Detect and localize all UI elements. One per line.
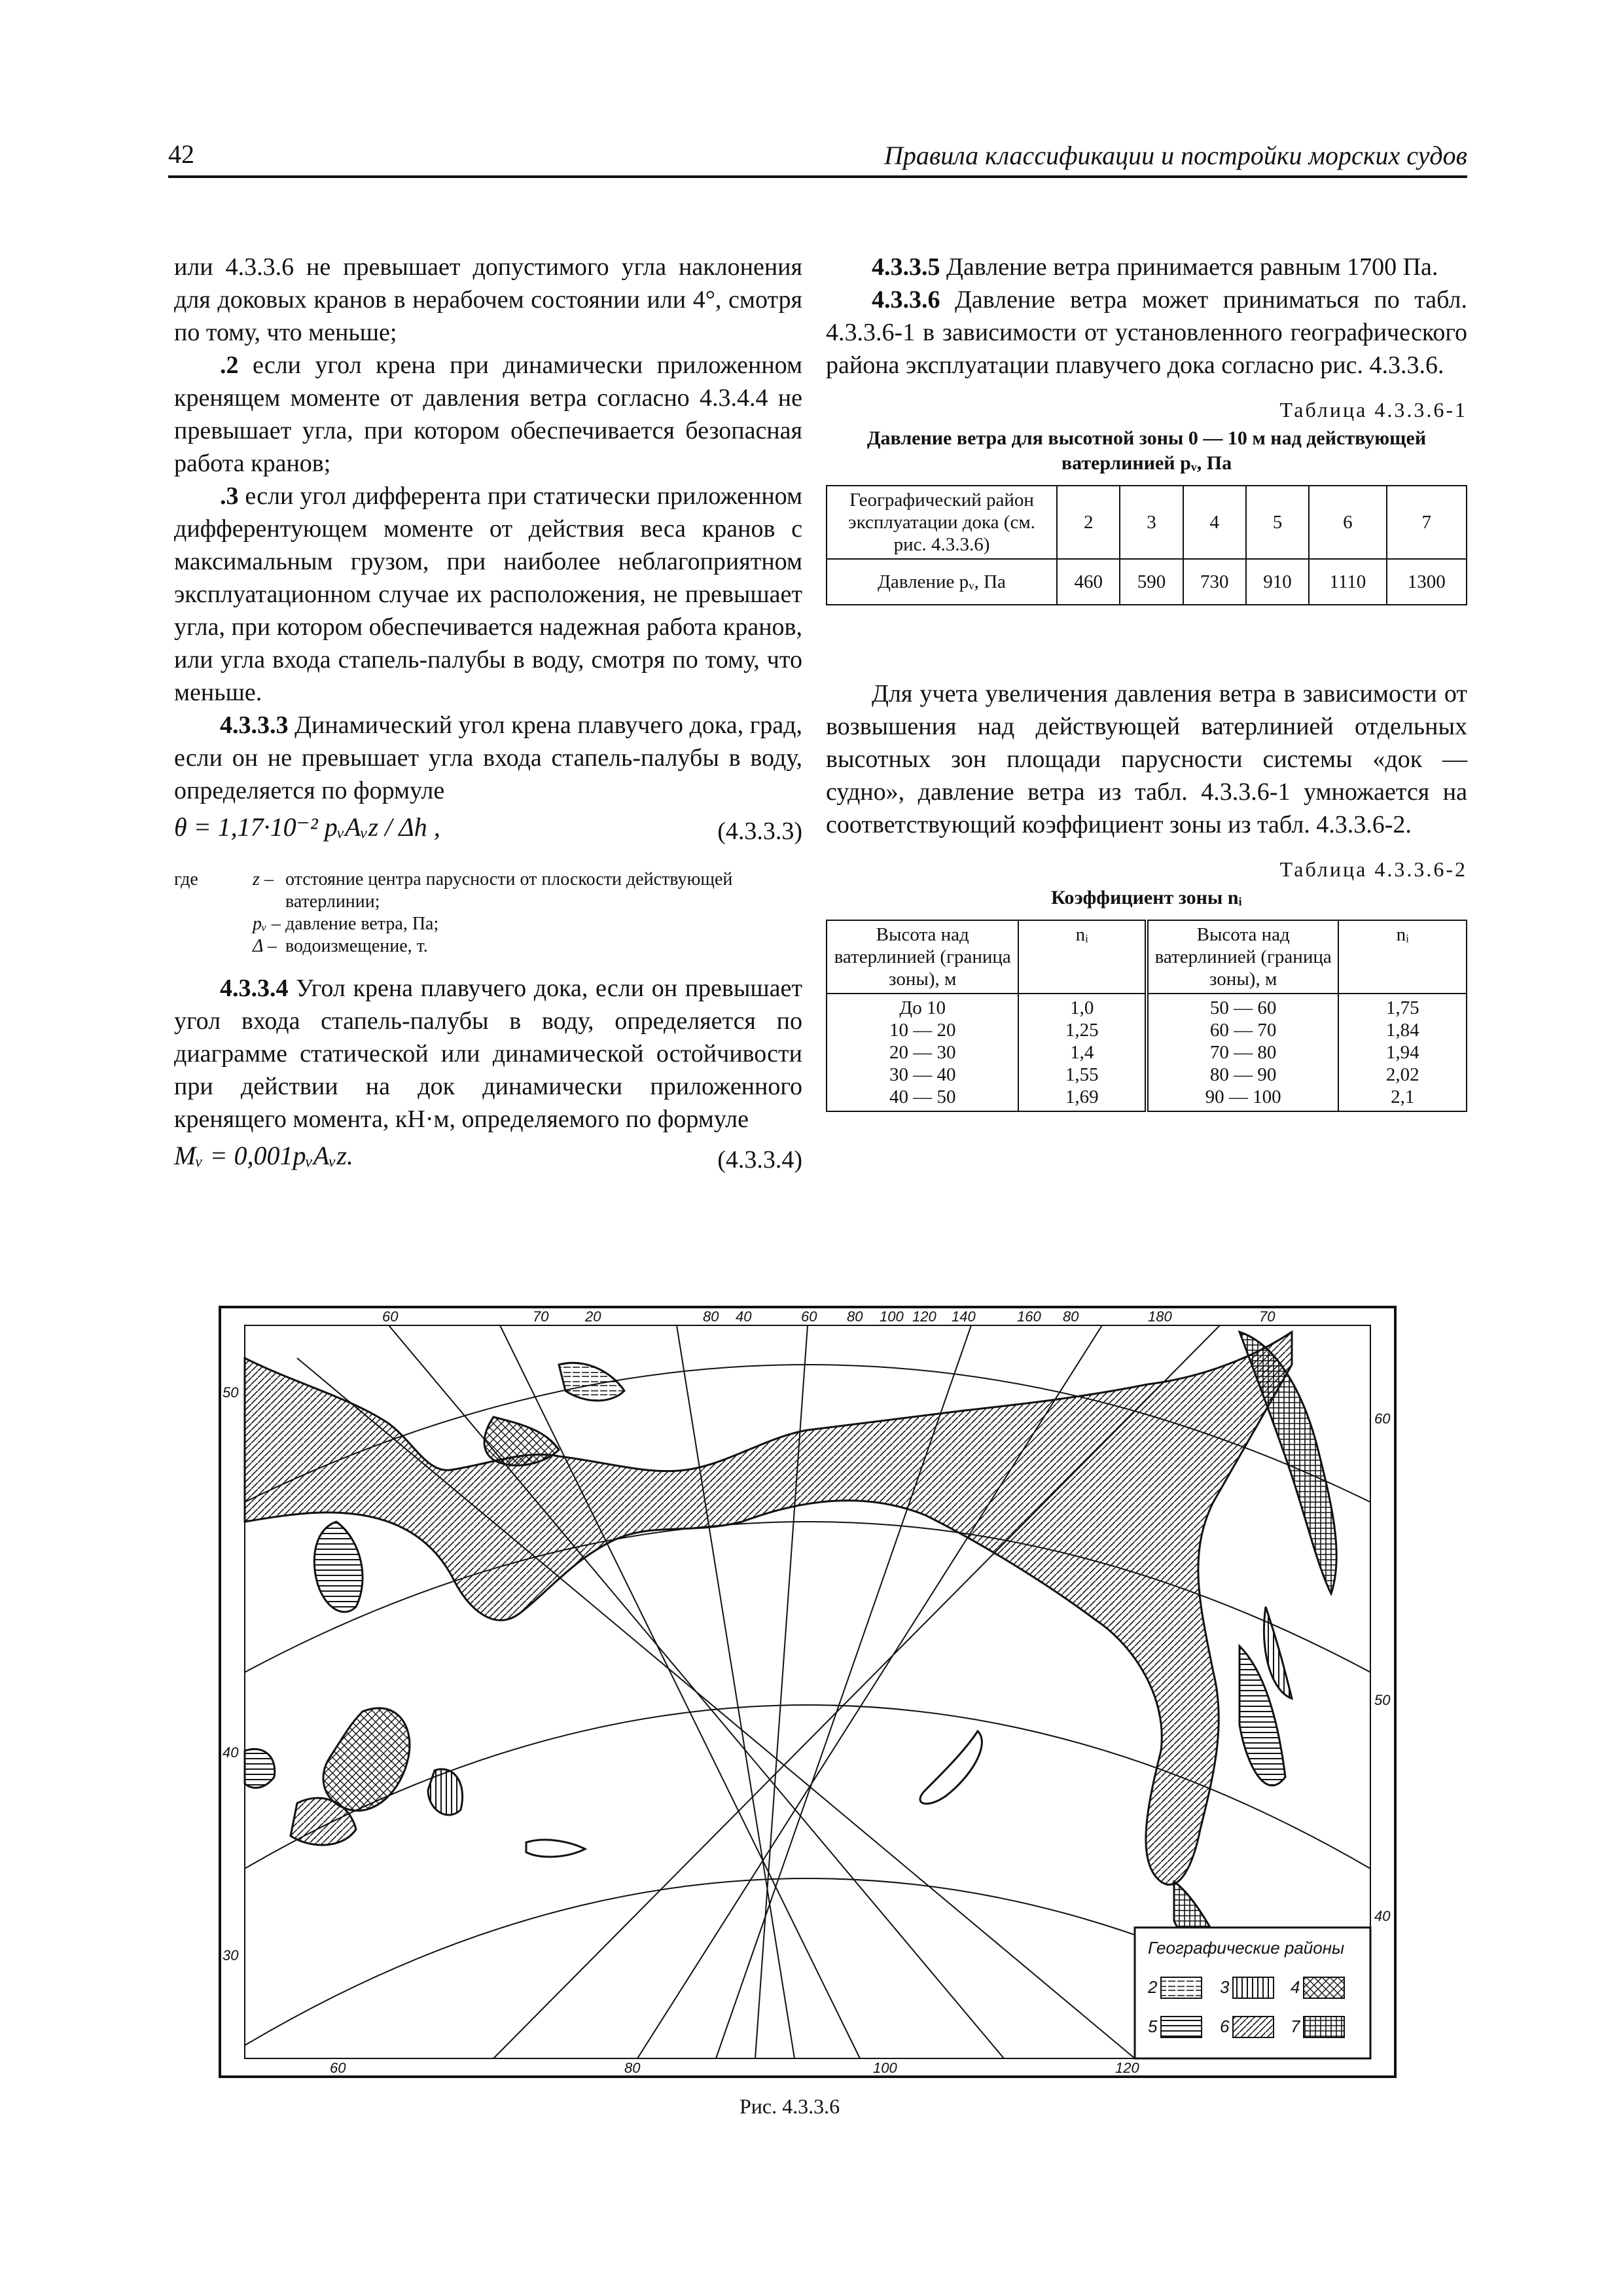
running-title: Правила классификации и постройки морских судов xyxy=(883,141,1467,170)
map-legend xyxy=(1135,1928,1370,2058)
top-label: 60 xyxy=(382,1308,399,1325)
bottom-label: 120 xyxy=(1115,2060,1139,2076)
left-label: 40 xyxy=(223,1744,239,1761)
table-cell: 6 xyxy=(1309,486,1387,559)
formula-number: (4.3.3.3) xyxy=(717,817,802,845)
formula-legend: где z – отстояние центра парусности от плоскости действующей ватерлинии; pᵥ – давление ветра, Па; Δ – водоизмещение, т. xyxy=(174,869,733,956)
table-title: Давление ветра для высотной зоны 0 — 10 м над действующей ватерлинией pᵥ, Па xyxy=(866,427,1427,474)
table-cell: До 10 10 — 20 20 — 30 30 — 40 40 — 50 xyxy=(827,994,1018,1111)
legend-swatch xyxy=(1304,2017,1344,2037)
legend-label: 6 xyxy=(1220,2017,1230,2036)
legend-swatch xyxy=(1233,2017,1274,2037)
legend-swatch xyxy=(1161,2017,1202,2037)
table-cell: 4 xyxy=(1183,486,1246,559)
table-cell: 2 xyxy=(1057,486,1120,559)
legend-swatch xyxy=(1304,1977,1344,1998)
right-label: 60 xyxy=(1374,1410,1391,1427)
top-label: 60 xyxy=(801,1308,817,1325)
table-cell: 590 xyxy=(1120,559,1183,605)
legend-label: 3 xyxy=(1220,1977,1230,1997)
table-cell: 7 xyxy=(1387,486,1467,559)
top-label: 160 xyxy=(1017,1308,1041,1325)
legend-label: 7 xyxy=(1291,2017,1300,2036)
table-cell: 1,75 1,84 1,94 2,02 2,1 xyxy=(1338,994,1467,1111)
figure-caption: Рис. 4.3.3.6 xyxy=(740,2094,840,2118)
table-row xyxy=(827,920,1467,994)
table-header-cell: Высота над ватерлинией (граница зоны), м xyxy=(1147,920,1338,994)
table-cell: 3 xyxy=(1120,486,1183,559)
formula-body: θ = 1,17·10⁻² pᵥAᵥz / Δh , xyxy=(174,812,440,842)
paragraph: Для учета увеличения давления ветра в зависимости от возвышения над действующей ватерлинией отдельных высотных зон площади парусности системы «док — судно», давление ветра из табл. 4.3.3.6-1 умножается на соответствующий коэффициент зоны из табл. 4.3.3.6-2. xyxy=(826,680,1467,838)
legend-label: 4 xyxy=(1291,1977,1300,1997)
regions-map xyxy=(219,1306,1397,2078)
top-label: 80 xyxy=(703,1308,719,1325)
legend-label: 2 xyxy=(1148,1977,1158,1997)
page-number: 42 xyxy=(168,139,194,169)
paragraph: .3 если угол дифферента при статически приложенном дифферентующем моменте от действия веса кранов с максимальным грузом, при наиболее неблагоприятном эксплуатационном случае их расположения, не превышает угла, при котором обеспечивается надежная работа кранов, или угла входа стапель-палубы в воду, смотря по тому, что меньше. xyxy=(174,482,803,706)
top-label: 120 xyxy=(912,1308,936,1325)
table-header-cell: Давление pᵥ, Па xyxy=(827,559,1057,605)
table-cell: 1110 xyxy=(1309,559,1387,605)
left-label: 50 xyxy=(223,1384,239,1401)
table-cell: 460 xyxy=(1057,559,1120,605)
right-column xyxy=(826,251,1467,1112)
table-title: Коэффициент зоны nᵢ xyxy=(1051,887,1242,908)
paragraph: 4.3.3.4 Угол крена плавучего дока, если он превышает угол входа стапель-палубы в воду, определяется по диаграмме статической или динамической остойчивости при действии на док динамически приложенного кренящего момента, кН·м, определяемого по формуле xyxy=(174,975,802,1133)
top-label: 70 xyxy=(1259,1308,1275,1325)
wind-pressure-table xyxy=(826,485,1467,605)
right-label: 40 xyxy=(1374,1908,1391,1924)
table-cell: 50 — 60 60 — 70 70 — 80 80 — 90 90 — 100 xyxy=(1147,994,1338,1111)
table-caption: Таблица 4.3.3.6-2 xyxy=(1279,857,1467,881)
paragraph: 4.3.3.5 Давление ветра принимается равным 1700 Па. xyxy=(872,253,1438,281)
bottom-label: 60 xyxy=(330,2060,346,2076)
table-2-block xyxy=(826,853,1467,1112)
top-label: 80 xyxy=(1063,1308,1079,1325)
top-label: 80 xyxy=(847,1308,863,1325)
formula xyxy=(174,811,802,857)
table-cell: 910 xyxy=(1246,559,1309,605)
bottom-label: 80 xyxy=(624,2060,641,2076)
table-1-block xyxy=(826,393,1467,605)
top-label: 40 xyxy=(736,1308,752,1325)
table-row xyxy=(827,994,1467,1111)
legend-title: Географические районы xyxy=(1148,1938,1345,1958)
legend-label: 5 xyxy=(1148,2017,1158,2036)
table-cell: 1300 xyxy=(1387,559,1467,605)
table-cell: 1,0 1,25 1,4 1,55 1,69 xyxy=(1018,994,1147,1111)
formula xyxy=(174,1139,802,1185)
table-row xyxy=(827,559,1467,605)
table-row xyxy=(827,486,1467,559)
table-header-cell: nᵢ xyxy=(1018,920,1147,994)
coastline xyxy=(245,1332,1336,2000)
paragraph: 4.3.3.3 Динамический угол крена плавучего дока, град, если он не превышает угла входа стапель-палубы в воду, определяется по формуле xyxy=(174,711,802,804)
paragraph: или 4.3.3.6 не превышает допустимого угла наклонения для доковых кранов в нерабочем состоянии или 4°, смотря по тому, что меньше; xyxy=(174,253,802,346)
paragraph: 4.3.3.6 Давление ветра может приниматься по табл. 4.3.3.6-1 в зависимости от установленного географического района эксплуатации плавучего дока согласно рис. 4.3.3.6. xyxy=(826,286,1467,379)
table-header-cell: Географический район эксплуатации дока (см. рис. 4.3.3.6) xyxy=(827,486,1057,559)
left-label: 30 xyxy=(223,1947,239,1964)
formula-body: Mᵥ = 0,001pᵥAᵥz. xyxy=(174,1141,353,1170)
bottom-label: 100 xyxy=(873,2060,897,2076)
top-label: 180 xyxy=(1148,1308,1172,1325)
top-label: 140 xyxy=(952,1308,976,1325)
table-header-cell: nᵢ xyxy=(1338,920,1467,994)
legend-swatch xyxy=(1233,1977,1274,1998)
formula-number: (4.3.3.4) xyxy=(717,1146,802,1174)
top-label: 70 xyxy=(533,1308,549,1325)
paragraph: .2 если угол крена при динамически приложенном кренящем моменте от давления ветра согласно 4.3.4.4 не превышает угла, при котором обеспечивается безопасная работа кранов; xyxy=(174,351,802,477)
top-label: 100 xyxy=(880,1308,904,1325)
table-cell: 5 xyxy=(1246,486,1309,559)
left-column xyxy=(174,251,802,1185)
header-rule xyxy=(168,175,1467,178)
table-header-cell: Высота над ватерлинией (граница зоны), м xyxy=(827,920,1018,994)
table-caption: Таблица 4.3.3.6-1 xyxy=(1279,398,1467,422)
legend-swatch xyxy=(1161,1977,1202,1998)
top-label: 20 xyxy=(585,1308,601,1325)
zone-coefficient-table xyxy=(826,920,1467,1112)
right-label: 50 xyxy=(1374,1692,1391,1708)
table-cell: 730 xyxy=(1183,559,1246,605)
